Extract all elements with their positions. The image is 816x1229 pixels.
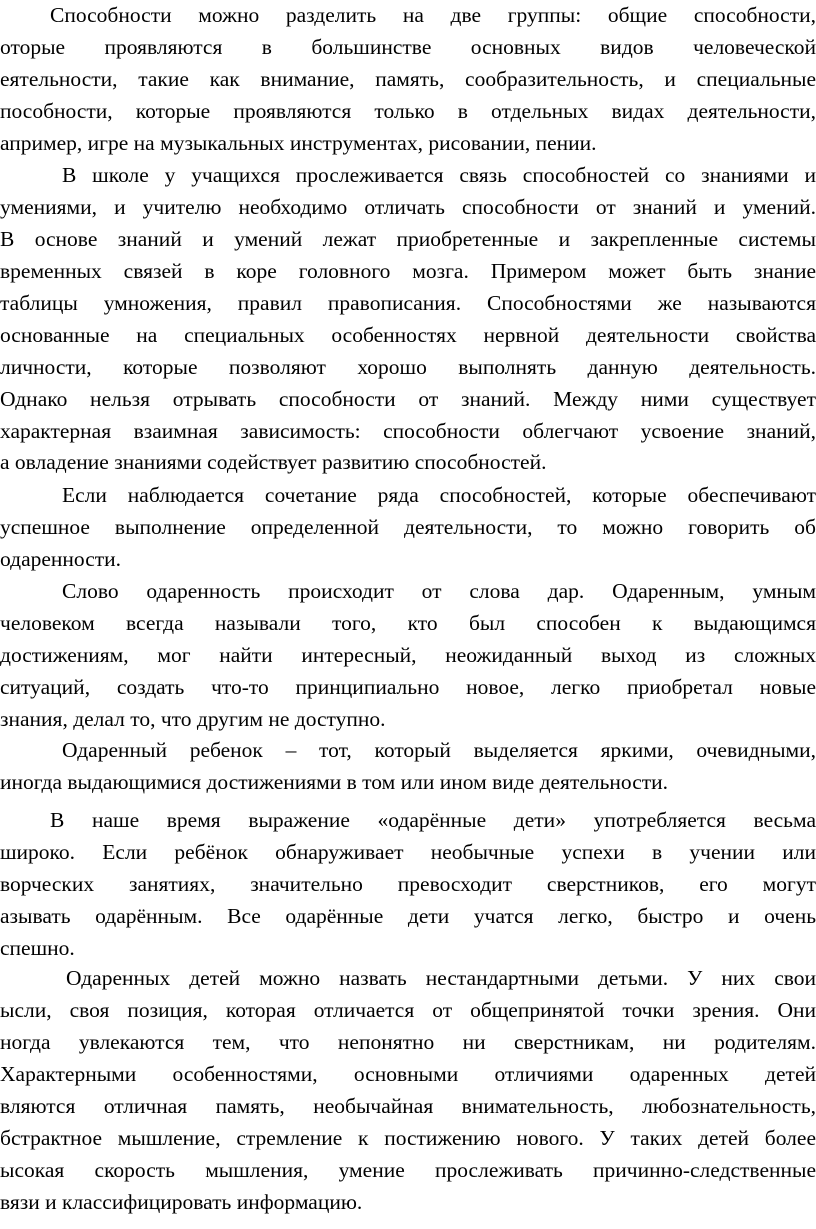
paragraph-abilities-knowledge-skills bbox=[0, 160, 816, 479]
text-line: Способности можно разделить на две группы: общие способности, bbox=[50, 3, 816, 27]
text-line: ысли, своя позиция, которая отличается от общепринятой точки зрения. Они bbox=[0, 997, 816, 1022]
text-line: а овладение знаниями содействует развитию способностей. bbox=[0, 450, 547, 475]
paragraph-gifted-child bbox=[0, 735, 816, 799]
text-line: человеком всегда называли того, кто был способен к выдающимся bbox=[0, 610, 816, 635]
paragraph-word-giftedness bbox=[0, 576, 816, 736]
text-line: временных связей в коре головного мозга. Примером может быть знание bbox=[0, 258, 816, 283]
text-line: В школе у учащихся прослеживается связь способностей со знаниями и bbox=[62, 163, 816, 187]
paragraph-general-special-abilities bbox=[0, 0, 816, 160]
paragraph-nonstandard-children bbox=[0, 963, 816, 1219]
text-line: Характерными особенностями, основными отличиями одаренных детей bbox=[0, 1061, 816, 1086]
text-line: таблицы умножения, правил правописания. Способностями же называются bbox=[0, 290, 816, 315]
text-line: характерная взаимная зависимость: способности облегчают усвоение знаний, bbox=[0, 418, 816, 443]
paragraph-giftedness-definition bbox=[0, 480, 816, 576]
text-line: еятельности, такие как внимание, память, сообразительность, и специальные bbox=[0, 66, 816, 91]
text-line: апример, игре на музыкальных инструментах, рисовании, пении. bbox=[0, 130, 597, 155]
text-line: вляются отличная память, необычайная внимательность, любознательность, bbox=[0, 1093, 816, 1118]
text-line: личности, которые позволяют хорошо выполнять данную деятельность. bbox=[0, 354, 816, 379]
text-line: В основе знаний и умений лежат приобретенные и закрепленные системы bbox=[0, 226, 816, 251]
text-line: иногда выдающимися достижениями в том или ином виде деятельности. bbox=[0, 769, 669, 794]
text-line: пособности, которые проявляются только в отдельных видах деятельности, bbox=[0, 98, 816, 123]
paragraph-gifted-children-expression bbox=[0, 805, 816, 965]
text-line: ногда увлекаются тем, что непонятно ни сверстникам, ни родителям. bbox=[0, 1029, 816, 1054]
text-line: В наше время выражение «одарённые дети» употребляется весьма bbox=[50, 808, 816, 832]
text-line: широко. Если ребёнок обнаруживает необычные успехи в учении или bbox=[0, 839, 816, 864]
text-line: Одаренных детей можно назвать нестандартными детьми. У них свои bbox=[66, 966, 816, 990]
text-line: спешно. bbox=[0, 935, 75, 960]
text-line: основанные на специальных особенностях нервной деятельности свойства bbox=[0, 322, 816, 347]
text-line: азывать одарённым. Все одарённые дети учатся легко, быстро и очень bbox=[0, 903, 816, 928]
text-line: умениями, и учителю необходимо отличать способности от знаний и умений. bbox=[0, 194, 816, 219]
text-line: ысокая скорость мышления, умение прослеживать причинно-следственные bbox=[0, 1157, 816, 1182]
text-line: одаренности. bbox=[0, 546, 122, 571]
text-line: бстрактное мышление, стремление к постижению нового. У таких детей более bbox=[0, 1125, 816, 1150]
text-line: Одаренный ребенок – тот, который выделяется яркими, очевидными, bbox=[62, 738, 816, 762]
text-line: Если наблюдается сочетание ряда способностей, которые обеспечивают bbox=[62, 483, 816, 507]
text-line: оторые проявляются в большинстве основных видов человеческой bbox=[0, 34, 816, 59]
text-line: вязи и классифицировать информацию. bbox=[0, 1189, 363, 1214]
text-line: Слово одаренность происходит от слова дар. Одаренным, умным bbox=[62, 579, 816, 603]
text-line: успешное выполнение определенной деятельности, то можно говорить об bbox=[0, 514, 816, 539]
text-line: знания, делал то, что другим не доступно. bbox=[0, 706, 386, 731]
text-line: ситуаций, создать что-то принципиально новое, легко приобретал новые bbox=[0, 674, 816, 699]
text-line: достижениям, мог найти интересный, неожиданный выход из сложных bbox=[0, 642, 816, 667]
text-line: ворческих занятиях, значительно превосходит сверстников, его могут bbox=[0, 871, 816, 896]
text-line: Однако нельзя отрывать способности от знаний. Между ними существует bbox=[0, 386, 816, 411]
